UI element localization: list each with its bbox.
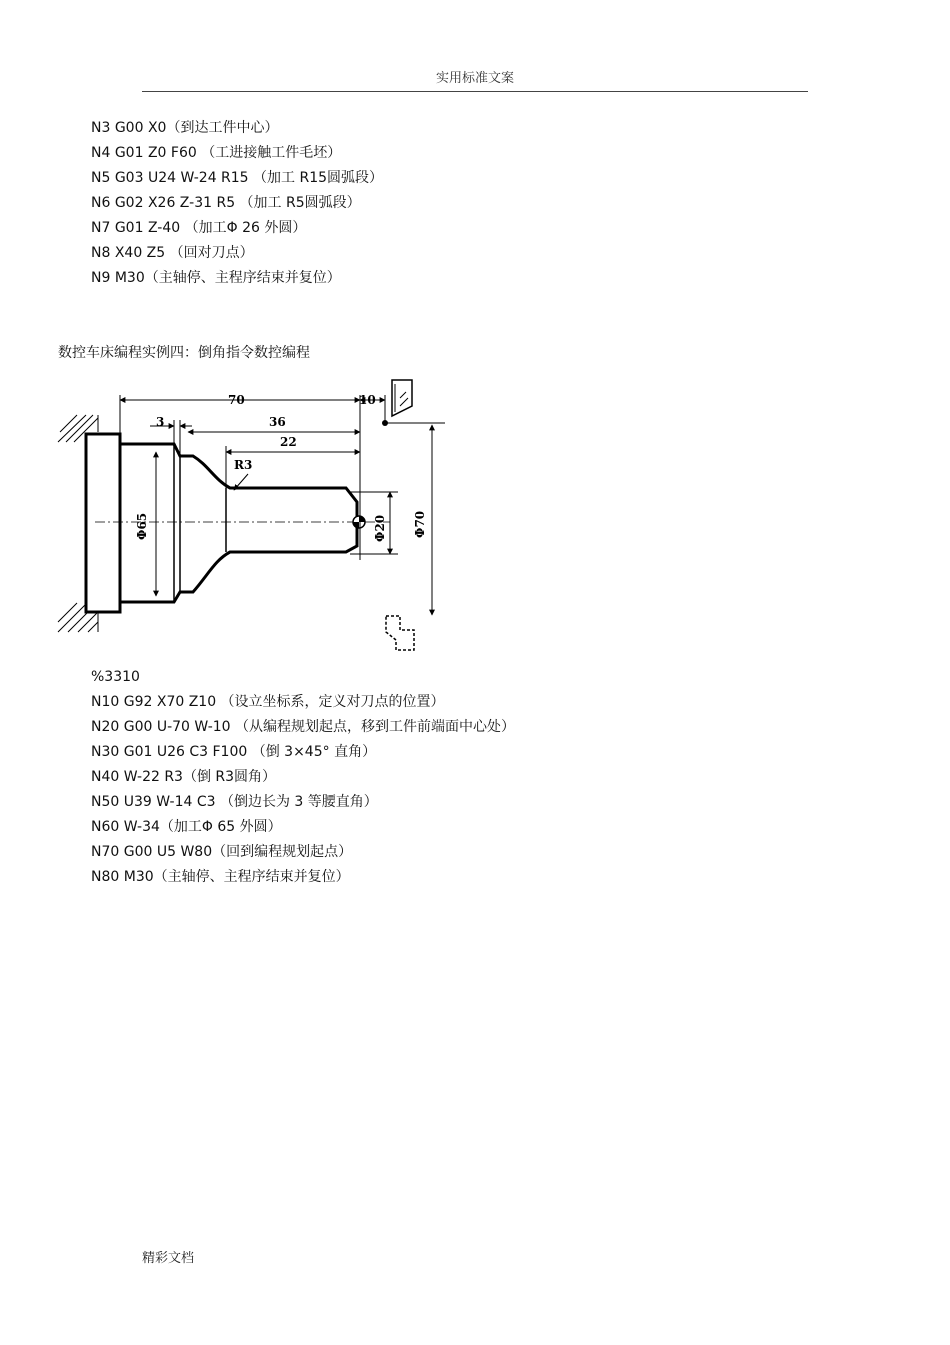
dimension-36: 36	[269, 415, 286, 429]
code-line: N30 G01 U26 C3 F100 （倒 3×45° 直角）	[91, 744, 377, 760]
code-line: N7 G01 Z-40 （加工Φ 26 外圆）	[91, 220, 307, 236]
code-line: N70 G00 U5 W80（回到编程规划起点）	[91, 844, 353, 860]
code-line: N4 G01 Z0 F60 （工进接触工件毛坯）	[91, 145, 342, 161]
code-line: N50 U39 W-14 C3 （倒边长为 3 等腰直角）	[91, 794, 378, 810]
diameter-20: Φ20	[373, 514, 387, 542]
cutting-tool-icon	[392, 380, 412, 416]
code-line: N60 W-34（加工Φ 65 外圆）	[91, 819, 282, 835]
dimension-22: 22	[280, 435, 297, 449]
page-footer: 精彩文档	[142, 1251, 195, 1266]
program-block-1	[91, 116, 383, 291]
dimension-3: 3	[156, 415, 165, 429]
code-line: N3 G00 X0（到达工件中心）	[91, 120, 279, 136]
dimension-10: 10	[359, 393, 376, 407]
code-line: N40 W-22 R3（倒 R3圆角）	[91, 769, 277, 785]
header-divider	[142, 91, 808, 92]
code-line: N8 X40 Z5 （回对刀点）	[91, 245, 254, 261]
radius-label-r3: R3	[234, 458, 253, 472]
diameter-70: Φ70	[413, 510, 427, 538]
code-line: N9 M30（主轴停、主程序结束并复位）	[91, 270, 341, 286]
program-number: %3310	[91, 669, 140, 685]
code-line: N20 G00 U-70 W-10 （从编程规划起点，移到工件前端面中心处）	[91, 719, 516, 735]
diameter-65: Φ65	[135, 512, 149, 540]
chamfer-part-drawing	[50, 370, 470, 660]
code-line: N80 M30（主轴停、主程序结束并复位）	[91, 869, 350, 885]
code-line: N10 G92 X70 Z10 （设立坐标系，定义对刀点的位置）	[91, 694, 445, 710]
code-line: N5 G03 U24 W-24 R15 （加工 R15圆弧段）	[91, 170, 384, 186]
program-block-2	[91, 665, 515, 890]
page-header-title: 实用标准文案	[435, 71, 514, 86]
dimension-70: 70	[228, 393, 245, 407]
section-heading: 数控车床编程实例四：倒角指令数控编程	[58, 345, 310, 361]
dashed-tool-icon	[386, 616, 414, 650]
code-line: N6 G02 X26 Z-31 R5 （加工 R5圆弧段）	[91, 195, 361, 211]
chuck-jaw	[86, 434, 120, 612]
